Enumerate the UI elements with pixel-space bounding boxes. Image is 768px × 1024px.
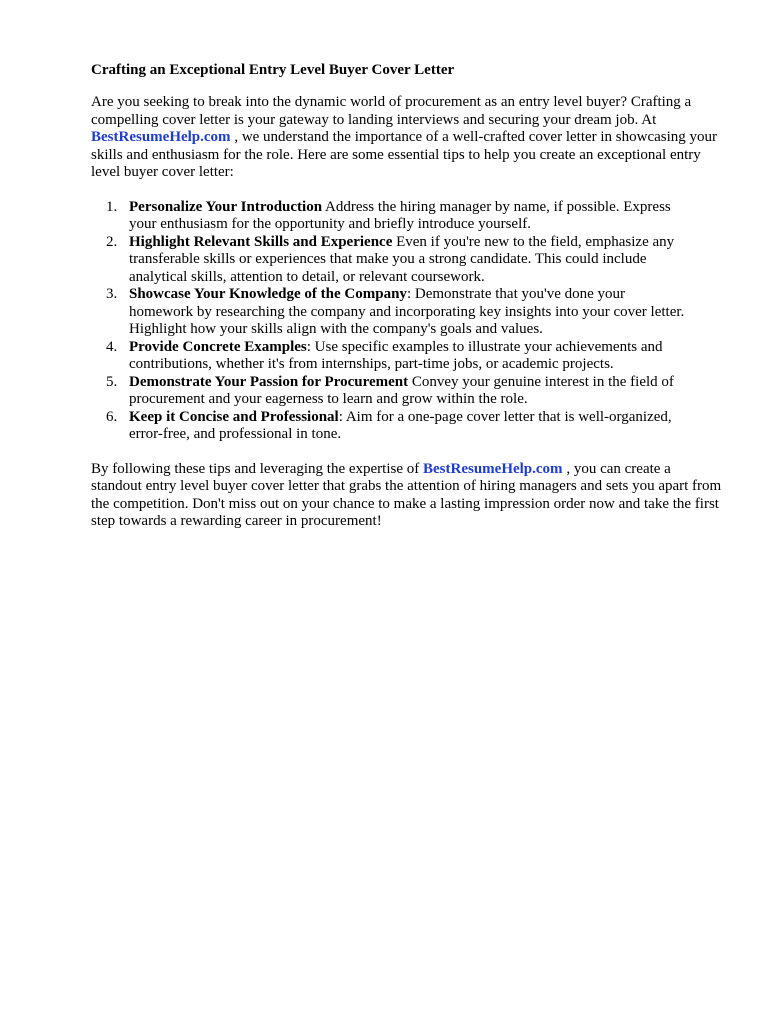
list-item-heading: Highlight Relevant Skills and Experience: [129, 233, 393, 250]
list-item-heading: Showcase Your Knowledge of the Company: [129, 286, 407, 302]
closing-paragraph: [91, 461, 723, 531]
list-item-heading: Keep it Concise and Professional: [129, 408, 339, 425]
list-item-number: 3.: [106, 286, 118, 302]
list-item-heading: Provide Concrete Examples: [129, 338, 307, 355]
document-title: Crafting an Exceptional Entry Level Buyer Cover Letter: [91, 62, 455, 78]
list-item-text: Even if you're new to the field, emphasize any transferable skills or experiences that make you a strong candidate. This could include analytical skills, attention to detail, or relevant coursework.: [129, 233, 675, 285]
list-item: [91, 374, 691, 409]
list-item-text: : Use specific examples to illustrate your achievements and contributions, whether it's from internships, part-time jobs, or academic projects.: [129, 338, 663, 372]
intro-text-start: Are you seeking to break into the dynamic world of procurement as an entry level buyer? Crafting a compelling cover letter is your gateway to landing interviews and securing your dream job. At: [91, 94, 692, 128]
intro-paragraph: [91, 94, 723, 182]
list-item-text: Convey your genuine interest in the field of procurement and your eagerness to learn and grow within the role.: [129, 373, 674, 407]
list-item-number: 6.: [106, 408, 118, 425]
list-item-number: 5.: [106, 373, 118, 390]
list-item: [91, 409, 691, 444]
list-item-text: Address the hiring manager by name, if possible. Express your enthusiasm for the opportunity and briefly introduce yourself.: [129, 198, 671, 232]
list-item-heading: Demonstrate Your Passion for Procurement: [129, 373, 409, 390]
list-item-number: 2.: [106, 233, 118, 250]
list-item: [91, 286, 691, 339]
list-item-text: : Demonstrate that you've done your homework by researching the company and incorporating key insights into your cover letter. Highlight how your skills align with the company's goals and values.: [129, 286, 685, 337]
intro-site-link[interactable]: BestResumeHelp.com: [91, 129, 231, 145]
closing-text-end: , you can create a standout entry level buyer cover letter that grabs the attention of hiring managers and sets you apart from the competition. Don't miss out on your chance to make a lasting impression order now and take the first step towards a rewarding career in procurement!: [91, 460, 722, 529]
closing-site-link[interactable]: BestResumeHelp.com: [423, 460, 563, 477]
list-item: [91, 234, 691, 287]
intro-text-end: , we understand the importance of a well-crafted cover letter in showcasing your skills and enthusiasm for the role. Here are some essential tips to help you create an exceptional entry level buyer cover letter:: [91, 129, 718, 180]
list-item: [91, 199, 691, 234]
tips-list: [91, 199, 691, 444]
list-item: [91, 339, 691, 374]
list-item-number: 4.: [106, 338, 118, 355]
list-item-number: 1.: [106, 198, 118, 215]
list-item-text: : Aim for a one-page cover letter that is well-organized, error-free, and professional in tone.: [129, 408, 672, 442]
closing-text-start: By following these tips and leveraging the expertise of: [91, 460, 423, 477]
list-item-heading: Personalize Your Introduction: [129, 198, 323, 215]
